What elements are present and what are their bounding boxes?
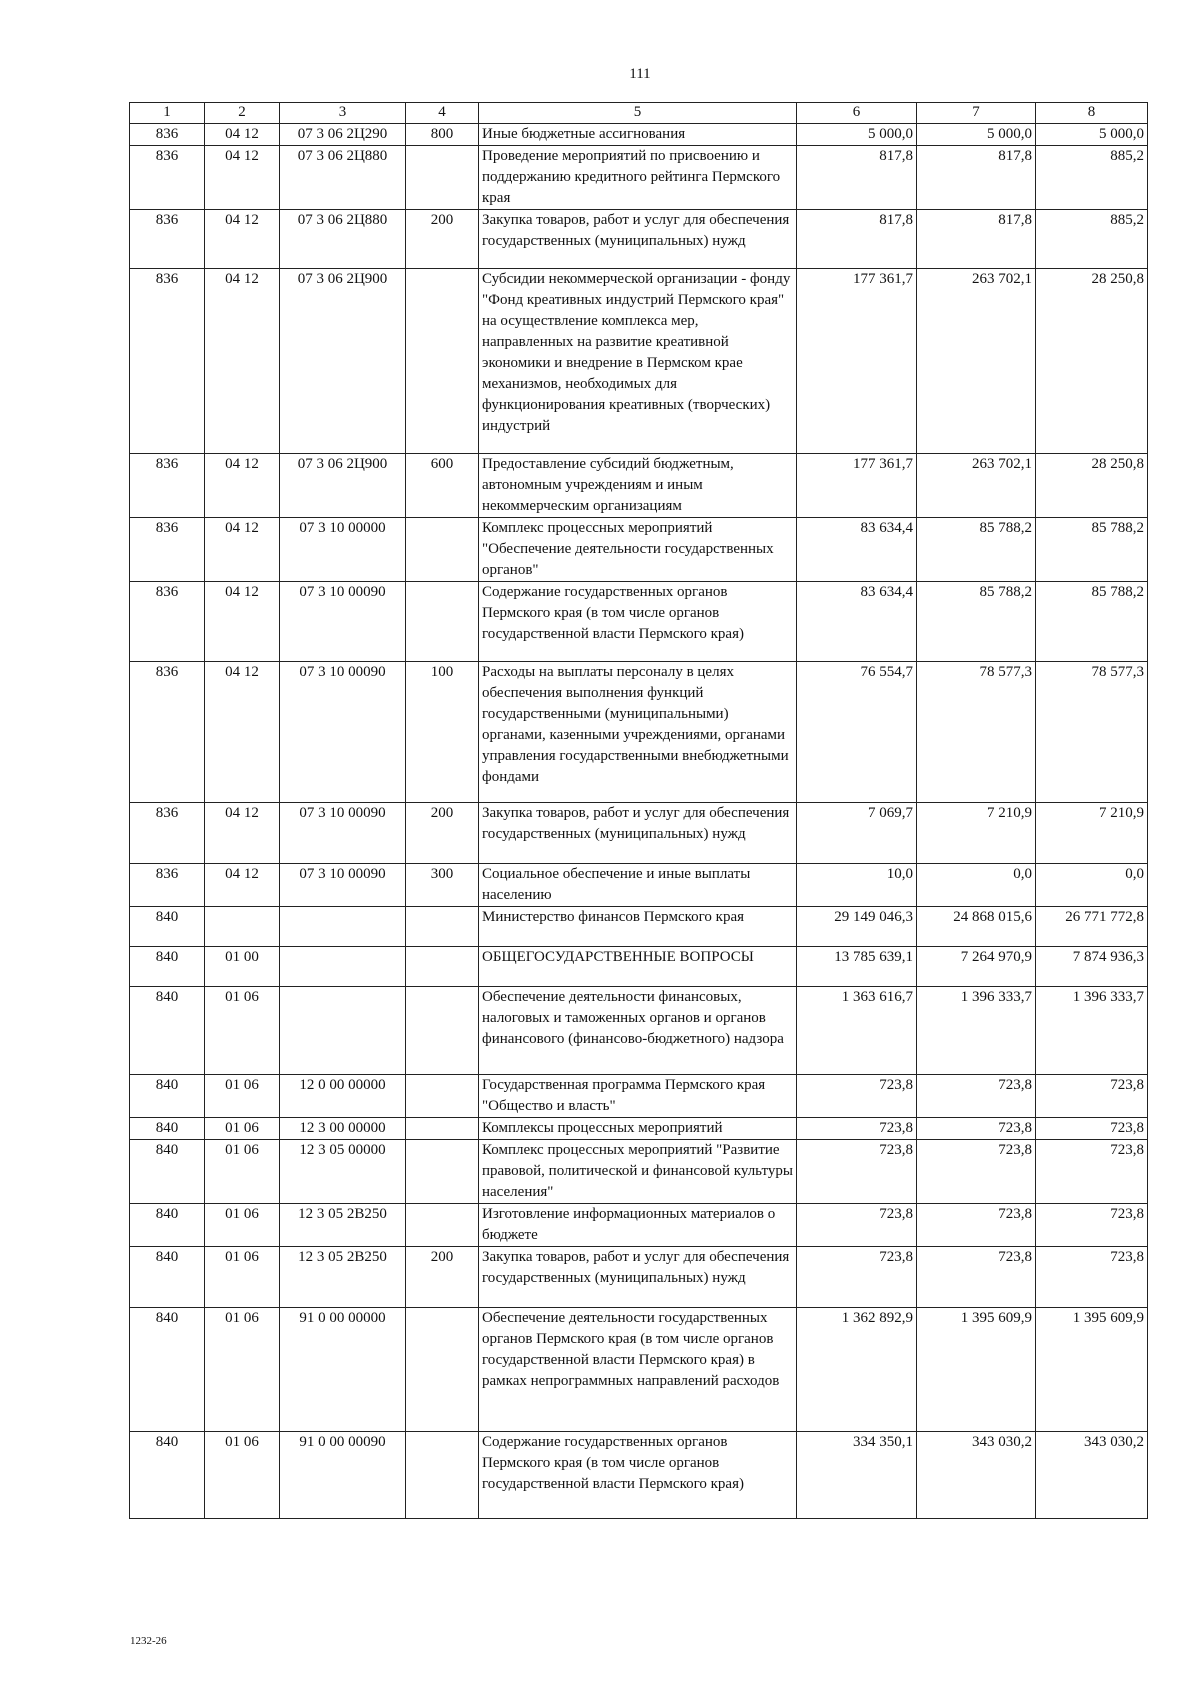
table-row: [130, 1204, 1148, 1247]
table-cell-col-2: 04 12: [205, 124, 280, 146]
table-cell-col-5: Социальное обеспечение и иные выплаты населению: [479, 864, 797, 907]
table-cell-col-2: 01 00: [205, 947, 280, 987]
table-cell-col-5: Проведение мероприятий по присвоению и поддержанию кредитного рейтинга Пермского края: [479, 146, 797, 210]
table-cell-col-6: 5 000,0: [797, 124, 917, 146]
table-cell-col-3: 07 3 06 2Ц290: [280, 124, 406, 146]
table-cell-col-8: 0,0: [1036, 864, 1148, 907]
table-cell-col-7: 343 030,2: [917, 1432, 1036, 1519]
table-cell-col-3: 12 0 00 00000: [280, 1075, 406, 1118]
table-cell-col-4: [406, 947, 479, 987]
table-cell-col-8: 28 250,8: [1036, 454, 1148, 518]
table-cell-col-8: 723,8: [1036, 1118, 1148, 1140]
table-cell-col-6: 177 361,7: [797, 454, 917, 518]
table-row: [130, 1075, 1148, 1118]
table-cell-col-3: 12 3 00 00000: [280, 1118, 406, 1140]
table-cell-col-7: 85 788,2: [917, 518, 1036, 582]
table-row: [130, 1118, 1148, 1140]
table-cell-col-1: 840: [130, 947, 205, 987]
table-row: [130, 210, 1148, 269]
table-cell-col-3: [280, 947, 406, 987]
table-cell-col-4: [406, 1308, 479, 1432]
table-cell-col-1: 840: [130, 1075, 205, 1118]
table-cell-col-8: 885,2: [1036, 210, 1148, 269]
table-cell-col-7: 1 395 609,9: [917, 1308, 1036, 1432]
table-cell-col-6: 177 361,7: [797, 269, 917, 454]
table-cell-col-3: 07 3 10 00090: [280, 864, 406, 907]
table-cell-col-7: 7 210,9: [917, 803, 1036, 864]
table-cell-col-8: 885,2: [1036, 146, 1148, 210]
table-cell-col-3: 07 3 10 00090: [280, 803, 406, 864]
table-cell-col-4: [406, 146, 479, 210]
table-cell-col-6: 76 554,7: [797, 662, 917, 803]
table-cell-col-4: [406, 1075, 479, 1118]
table-cell-col-6: 723,8: [797, 1118, 917, 1140]
table-cell-col-4: [406, 518, 479, 582]
table-cell-col-4: 200: [406, 1247, 479, 1308]
table-cell-col-7: 85 788,2: [917, 582, 1036, 662]
table-cell-col-7: 263 702,1: [917, 269, 1036, 454]
table-cell-col-5: Иные бюджетные ассигнования: [479, 124, 797, 146]
table-cell-col-4: 200: [406, 803, 479, 864]
table-cell-col-5: Изготовление информационных материалов о бюджете: [479, 1204, 797, 1247]
table-cell-col-1: 836: [130, 269, 205, 454]
table-cell-col-5: Комплексы процессных мероприятий: [479, 1118, 797, 1140]
table-cell-col-4: [406, 1204, 479, 1247]
table-cell-col-7: 24 868 015,6: [917, 907, 1036, 947]
budget-table: [129, 102, 1148, 1519]
table-cell-col-4: 100: [406, 662, 479, 803]
table-cell-col-2: 04 12: [205, 864, 280, 907]
table-cell-col-4: [406, 269, 479, 454]
table-cell-col-3: 07 3 10 00090: [280, 582, 406, 662]
table-cell-col-5: Обеспечение деятельности финансовых, налоговых и таможенных органов и органов финансового (финансово-бюджетного) надзора: [479, 987, 797, 1075]
table-cell-col-4: 800: [406, 124, 479, 146]
table-cell-col-2: 01 06: [205, 1118, 280, 1140]
table-row: [130, 662, 1148, 803]
header-col-1: 1: [130, 103, 205, 124]
table-cell-col-1: 840: [130, 1204, 205, 1247]
table-cell-col-7: 723,8: [917, 1247, 1036, 1308]
table-row: [130, 146, 1148, 210]
header-col-2: 2: [205, 103, 280, 124]
table-cell-col-5: Закупка товаров, работ и услуг для обеспечения государственных (муниципальных) нужд: [479, 803, 797, 864]
table-cell-col-1: 836: [130, 803, 205, 864]
table-cell-col-4: [406, 987, 479, 1075]
header-row: [130, 103, 1148, 124]
table-cell-col-4: [406, 1432, 479, 1519]
table-cell-col-6: 723,8: [797, 1204, 917, 1247]
table-body: [130, 124, 1148, 1519]
table-cell-col-6: 10,0: [797, 864, 917, 907]
table-row: [130, 1308, 1148, 1432]
table-cell-col-5: ОБЩЕГОСУДАРСТВЕННЫЕ ВОПРОСЫ: [479, 947, 797, 987]
table-cell-col-5: Комплекс процессных мероприятий "Обеспечение деятельности государственных органов": [479, 518, 797, 582]
table-cell-col-4: 200: [406, 210, 479, 269]
table-cell-col-7: 723,8: [917, 1075, 1036, 1118]
table-cell-col-6: 7 069,7: [797, 803, 917, 864]
table-cell-col-1: 840: [130, 1432, 205, 1519]
table-cell-col-3: 12 3 05 00000: [280, 1140, 406, 1204]
table-cell-col-6: 1 363 616,7: [797, 987, 917, 1075]
table-cell-col-1: 840: [130, 987, 205, 1075]
table-cell-col-8: 723,8: [1036, 1247, 1148, 1308]
table-cell-col-1: 836: [130, 518, 205, 582]
table-row: [130, 1432, 1148, 1519]
table-cell-col-8: 7 874 936,3: [1036, 947, 1148, 987]
table-row: [130, 1247, 1148, 1308]
document-code: 1232-26: [130, 1635, 167, 1647]
header-col-7: 7: [917, 103, 1036, 124]
header-col-5: 5: [479, 103, 797, 124]
table-cell-col-4: 600: [406, 454, 479, 518]
table-cell-col-8: 723,8: [1036, 1075, 1148, 1118]
table-cell-col-7: 817,8: [917, 146, 1036, 210]
table-cell-col-1: 840: [130, 907, 205, 947]
table-cell-col-8: 85 788,2: [1036, 582, 1148, 662]
table-cell-col-6: 83 634,4: [797, 518, 917, 582]
table-cell-col-7: 817,8: [917, 210, 1036, 269]
table-cell-col-7: 7 264 970,9: [917, 947, 1036, 987]
table-cell-col-1: 836: [130, 582, 205, 662]
table-cell-col-3: [280, 987, 406, 1075]
table-cell-col-3: 07 3 06 2Ц900: [280, 454, 406, 518]
table-cell-col-8: 7 210,9: [1036, 803, 1148, 864]
table-row: [130, 864, 1148, 907]
table-cell-col-2: 01 06: [205, 1247, 280, 1308]
table-cell-col-8: 1 395 609,9: [1036, 1308, 1148, 1432]
table-row: [130, 269, 1148, 454]
table-cell-col-6: 723,8: [797, 1140, 917, 1204]
table-cell-col-2: 04 12: [205, 662, 280, 803]
table-cell-col-2: 01 06: [205, 1204, 280, 1247]
table-cell-col-8: 723,8: [1036, 1140, 1148, 1204]
table-cell-col-4: [406, 1140, 479, 1204]
table-cell-col-5: Расходы на выплаты персоналу в целях обеспечения выполнения функций государственными (муниципальными) органами, казенными учреждениями, органами управления государственными внебюджетными фондами: [479, 662, 797, 803]
table-cell-col-2: 01 06: [205, 987, 280, 1075]
table-cell-col-8: 26 771 772,8: [1036, 907, 1148, 947]
table-cell-col-7: 5 000,0: [917, 124, 1036, 146]
table-cell-col-8: 85 788,2: [1036, 518, 1148, 582]
table-cell-col-3: 07 3 06 2Ц900: [280, 269, 406, 454]
table-cell-col-6: 29 149 046,3: [797, 907, 917, 947]
table-cell-col-8: 5 000,0: [1036, 124, 1148, 146]
table-cell-col-1: 836: [130, 454, 205, 518]
table-cell-col-7: 78 577,3: [917, 662, 1036, 803]
table-row: [130, 907, 1148, 947]
table-cell-col-1: 836: [130, 210, 205, 269]
table-cell-col-1: 836: [130, 662, 205, 803]
table-cell-col-7: 723,8: [917, 1140, 1036, 1204]
table-cell-col-6: 817,8: [797, 146, 917, 210]
table-cell-col-1: 840: [130, 1247, 205, 1308]
table-cell-col-4: [406, 1118, 479, 1140]
table-cell-col-1: 840: [130, 1140, 205, 1204]
table-cell-col-8: 1 396 333,7: [1036, 987, 1148, 1075]
table-cell-col-2: 04 12: [205, 269, 280, 454]
table-row: [130, 987, 1148, 1075]
table-cell-col-1: 836: [130, 146, 205, 210]
table-cell-col-5: Государственная программа Пермского края "Общество и власть": [479, 1075, 797, 1118]
table-cell-col-6: 334 350,1: [797, 1432, 917, 1519]
table-cell-col-4: [406, 582, 479, 662]
table-cell-col-7: 263 702,1: [917, 454, 1036, 518]
table-cell-col-1: 840: [130, 1118, 205, 1140]
table-cell-col-7: 1 396 333,7: [917, 987, 1036, 1075]
table-row: [130, 518, 1148, 582]
table-row: [130, 582, 1148, 662]
table-cell-col-5: Содержание государственных органов Пермского края (в том числе органов государственной власти Пермского края): [479, 1432, 797, 1519]
table-cell-col-4: 300: [406, 864, 479, 907]
table-cell-col-7: 723,8: [917, 1118, 1036, 1140]
table-cell-col-2: 04 12: [205, 210, 280, 269]
table-row: [130, 1140, 1148, 1204]
table-cell-col-3: 07 3 06 2Ц880: [280, 146, 406, 210]
table-cell-col-3: 07 3 06 2Ц880: [280, 210, 406, 269]
table-row: [130, 124, 1148, 146]
table-cell-col-2: 04 12: [205, 454, 280, 518]
table-cell-col-6: 723,8: [797, 1247, 917, 1308]
table-cell-col-3: 12 3 05 2В250: [280, 1204, 406, 1247]
table-cell-col-3: 91 0 00 00000: [280, 1308, 406, 1432]
table-cell-col-5: Министерство финансов Пермского края: [479, 907, 797, 947]
table-cell-col-3: [280, 907, 406, 947]
table-cell-col-2: 04 12: [205, 146, 280, 210]
table-cell-col-5: Закупка товаров, работ и услуг для обеспечения государственных (муниципальных) нужд: [479, 210, 797, 269]
table-cell-col-2: 04 12: [205, 803, 280, 864]
table-cell-col-7: 723,8: [917, 1204, 1036, 1247]
table-cell-col-2: 01 06: [205, 1432, 280, 1519]
table-cell-col-8: 78 577,3: [1036, 662, 1148, 803]
table-cell-col-1: 836: [130, 124, 205, 146]
table-cell-col-3: 12 3 05 2В250: [280, 1247, 406, 1308]
table-cell-col-1: 836: [130, 864, 205, 907]
table-cell-col-5: Закупка товаров, работ и услуг для обеспечения государственных (муниципальных) нужд: [479, 1247, 797, 1308]
table-cell-col-6: 723,8: [797, 1075, 917, 1118]
table-cell-col-2: 01 06: [205, 1140, 280, 1204]
table-cell-col-6: 13 785 639,1: [797, 947, 917, 987]
table-cell-col-3: 07 3 10 00090: [280, 662, 406, 803]
table-cell-col-5: Предоставление субсидий бюджетным, автономным учреждениям и иным некоммерческим организациям: [479, 454, 797, 518]
table-cell-col-5: Комплекс процессных мероприятий "Развитие правовой, политической и финансовой культуры населения": [479, 1140, 797, 1204]
table-cell-col-3: 07 3 10 00000: [280, 518, 406, 582]
table-cell-col-2: 04 12: [205, 582, 280, 662]
table-cell-col-8: 28 250,8: [1036, 269, 1148, 454]
table-cell-col-4: [406, 907, 479, 947]
table-cell-col-1: 840: [130, 1308, 205, 1432]
table-row: [130, 803, 1148, 864]
table-cell-col-6: 83 634,4: [797, 582, 917, 662]
table-cell-col-6: 1 362 892,9: [797, 1308, 917, 1432]
table-cell-col-2: 01 06: [205, 1308, 280, 1432]
table-cell-col-2: [205, 907, 280, 947]
table-cell-col-2: 01 06: [205, 1075, 280, 1118]
table-cell-col-5: Обеспечение деятельности государственных органов Пермского края (в том числе органов государственной власти Пермского края) в рамках непрограммных направлений расходов: [479, 1308, 797, 1432]
header-col-4: 4: [406, 103, 479, 124]
table-cell-col-8: 343 030,2: [1036, 1432, 1148, 1519]
table-cell-col-2: 04 12: [205, 518, 280, 582]
table-cell-col-3: 91 0 00 00090: [280, 1432, 406, 1519]
header-col-8: 8: [1036, 103, 1148, 124]
table-cell-col-5: Субсидии некоммерческой организации - фонду "Фонд креативных индустрий Пермского края" на осуществление комплекса мер, направленных на развитие креативной экономики и внедрение в Пермском крае механизмов, необходимых для функционирования креативных (творческих) индустрий: [479, 269, 797, 454]
table-cell-col-5: Содержание государственных органов Пермского края (в том числе органов государственной власти Пермского края): [479, 582, 797, 662]
header-col-3: 3: [280, 103, 406, 124]
table-row: [130, 947, 1148, 987]
header-col-6: 6: [797, 103, 917, 124]
table-cell-col-6: 817,8: [797, 210, 917, 269]
table-cell-col-8: 723,8: [1036, 1204, 1148, 1247]
table-cell-col-7: 0,0: [917, 864, 1036, 907]
table-row: [130, 454, 1148, 518]
page-number: 111: [629, 66, 651, 82]
